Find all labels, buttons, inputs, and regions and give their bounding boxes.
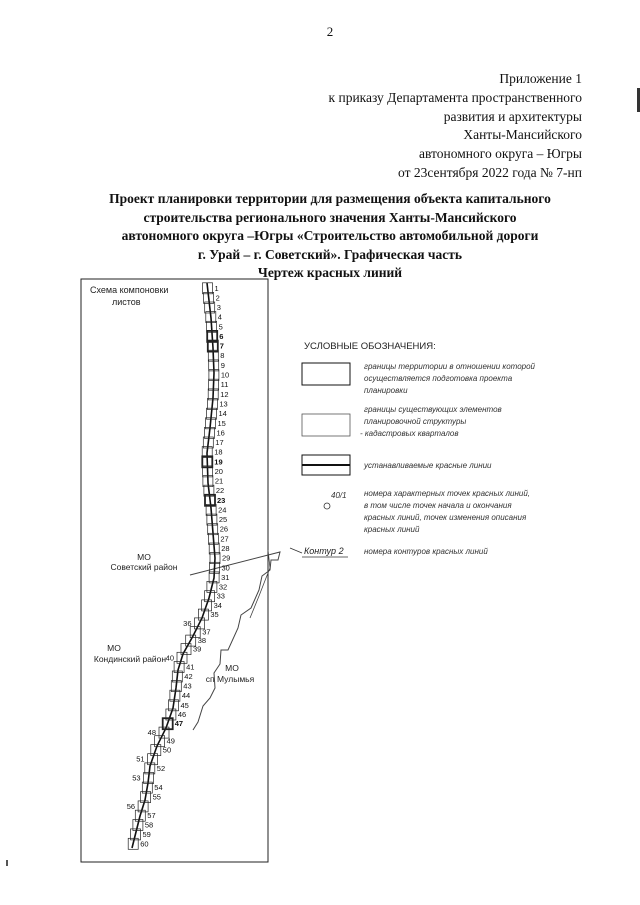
sheet-number: 40 <box>165 653 174 663</box>
sheet-number: 51 <box>136 754 145 764</box>
sheet-number: 16 <box>216 428 225 438</box>
sheet-number: 17 <box>215 438 224 447</box>
sheet-number: 11 <box>220 380 229 390</box>
sheet-number: 5 <box>218 322 223 332</box>
legend-text: - кадастровых кварталов <box>360 429 459 438</box>
sheet-number: 14 <box>218 409 227 419</box>
district-label: МО <box>107 643 121 653</box>
sheet-number: 27 <box>220 534 229 544</box>
page-number: 2 <box>326 24 334 39</box>
sheet-number: 29 <box>222 553 231 563</box>
title-line: Чертеж красных линий <box>257 265 403 281</box>
appendix-line: Приложение 1 <box>499 71 582 86</box>
district-label: Кондинский район <box>93 654 167 664</box>
sheet-number: 20 <box>214 466 223 476</box>
district-label: МО <box>137 552 151 562</box>
sheet-number: 58 <box>144 820 154 830</box>
sheet-number: 26 <box>219 524 229 534</box>
sheet-number: 7 <box>219 341 224 351</box>
sheet-number: 24 <box>218 505 227 515</box>
legend-text: планировки <box>364 386 408 395</box>
legend-symbol-point <box>324 503 330 509</box>
sheet-number: 2 <box>215 293 220 303</box>
sheet-number: 32 <box>218 582 228 592</box>
title-line: г. Урай – г. Советский». Графическая часть <box>197 246 463 262</box>
appendix-line: к приказу Департамента пространственного <box>328 89 582 105</box>
sheet-number: 37 <box>202 627 211 637</box>
sheet-number: 13 <box>219 399 228 409</box>
sheet-number: 43 <box>183 681 192 691</box>
sheet-number: 3 <box>216 303 221 312</box>
sheet-number: 30 <box>221 563 230 573</box>
legend-title: УСЛОВНЫЕ ОБОЗНАЧЕНИЯ: <box>304 341 436 352</box>
sheet-number: 35 <box>210 610 219 620</box>
legend-text: планировочной структуры <box>364 417 467 426</box>
district-label: МО <box>225 663 239 673</box>
sheet-number: 9 <box>220 360 225 370</box>
title-line: Проект планировки территории для размещения объекта капитального <box>109 191 551 206</box>
legend-text: в том числе точек начала и окончания <box>364 501 512 510</box>
drawing-svg <box>80 278 639 863</box>
legend-text: границы территории в отношении которой <box>364 362 536 371</box>
legend-point-label: 40/1 <box>331 491 347 500</box>
legend-contour-label: Контур 2 <box>304 546 344 556</box>
sheet-number: 52 <box>156 763 166 773</box>
sheet-number: 55 <box>152 792 161 802</box>
legend-text: осуществляется подготовка проекта <box>364 374 513 383</box>
title-line: автономного округа –Югры «Строительство автомобильной дороги <box>121 228 539 244</box>
sheet-number: 45 <box>180 700 189 710</box>
sheet-number: 8 <box>220 351 225 361</box>
sheet-number: 48 <box>147 728 156 738</box>
sheet-number: 18 <box>214 447 223 457</box>
sheet-number: 1 <box>214 283 219 293</box>
sheet-number: 54 <box>154 783 163 793</box>
sheet-number: 15 <box>217 418 226 428</box>
sheet-number: 57 <box>147 811 156 821</box>
sheet-number: 25 <box>218 515 228 525</box>
scheme-caption-line: Схема компоновки <box>90 285 169 295</box>
district-label: Советский район <box>110 562 178 572</box>
legend-symbol-contour-leader <box>290 548 302 553</box>
sheet-number: 53 <box>132 773 141 783</box>
sheet-number: 21 <box>214 476 224 486</box>
sheet-number: 22 <box>215 486 225 496</box>
legend-text: границы существующих элементов <box>364 405 502 414</box>
sheet-number: 23 <box>217 495 226 505</box>
legend-text: красных линий <box>364 525 420 534</box>
sheet-number: 56 <box>126 801 136 811</box>
district-label: сп Мулымья <box>205 674 255 684</box>
sheet-number: 38 <box>197 636 207 646</box>
sheet-number: 36 <box>183 618 192 628</box>
title-line: строительства регионального значения Ханты-Мансийского <box>143 209 517 225</box>
sheet-number: 59 <box>142 829 151 839</box>
appendix-line: от 23сентября 2022 года № 7-нп <box>398 164 582 180</box>
sheet-number: 10 <box>220 370 230 380</box>
legend-text: номера характерных точек красных линий, <box>364 489 531 498</box>
appendix-line: развития и архитектуры <box>443 108 582 124</box>
scheme-caption-line: листов <box>112 297 141 307</box>
sheet-number: 42 <box>184 672 193 681</box>
sheet-number: 28 <box>221 544 230 553</box>
sheet-number: 49 <box>166 736 175 746</box>
sheet-number: 60 <box>140 839 149 849</box>
appendix-line: автономного округа – Югры <box>419 146 582 162</box>
sheet-number: 12 <box>220 389 229 399</box>
sheet-number: 33 <box>216 591 225 601</box>
sheet-number: 39 <box>193 644 202 654</box>
appendix-block <box>222 70 582 183</box>
legend-text: номера контуров красных линий <box>364 547 488 556</box>
legend-symbol-territory <box>302 363 350 385</box>
appendix-line: Ханты-Мансийского <box>463 127 582 143</box>
sheet-number: 46 <box>177 710 187 719</box>
sheet-number: 47 <box>174 719 184 729</box>
drawing <box>80 278 639 863</box>
sheet-number: 31 <box>221 572 230 582</box>
scan-edge-mark <box>6 860 8 866</box>
sheet-number: 19 <box>214 457 223 467</box>
legend-text: устанавливаемые красные линии <box>364 461 492 470</box>
sheet-number: 44 <box>181 691 191 701</box>
sheet-number: 41 <box>186 662 195 672</box>
sheet-number: 34 <box>213 600 222 610</box>
sheet-number: 50 <box>162 745 172 755</box>
document-title <box>60 190 600 283</box>
legend-text: красных линий, точек изменения описания <box>364 513 527 522</box>
sheet-number: 4 <box>217 312 222 322</box>
sheet-number: 6 <box>219 331 224 341</box>
legend-symbol-planning-elements <box>302 414 350 436</box>
